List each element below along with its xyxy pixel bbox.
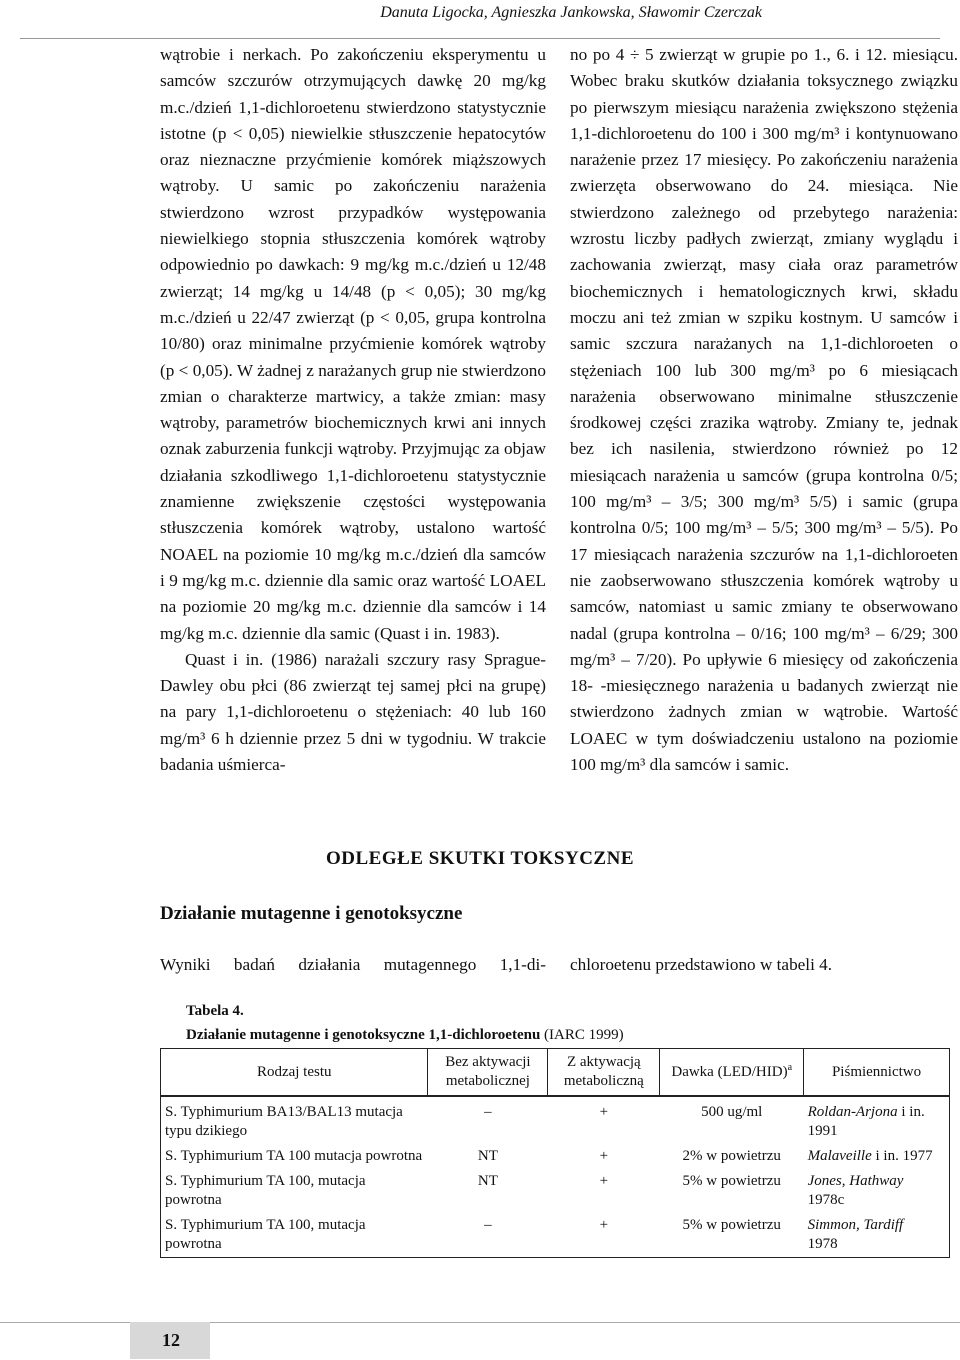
cell-reference: Malaveille i in. 1977 (807, 1148, 933, 1164)
intro-text-right: chloroetenu przedstawiono w tabeli 4. (570, 955, 833, 974)
cell-with-activation: + (599, 1104, 609, 1120)
table-caption: Tabela 4. (186, 1003, 244, 1019)
cell-without-activation: NT (477, 1173, 498, 1189)
cell-dose: 500 ug/ml (701, 1104, 763, 1120)
cell-reference: Roldan-Arjona i in. 1991 (807, 1104, 925, 1139)
left-paragraph-2: Quast i in. (1986) narażali szczury rasy Sprague-Dawley obu płci (86 zwierząt tej samej płci na grupę) na pary 1,1-dichloroetenu o stężeniach: 40 lub 160 mg/m³ 6 h dziennie przez 5 dni w tygodniu. W trakcie badania uśmierca- (160, 649, 546, 775)
cell-with-activation: + (599, 1148, 609, 1164)
header-without-activation: Bez aktywacji metabolicznej (428, 1049, 548, 1097)
header-with-activation: Z aktywacją metaboliczną (548, 1049, 660, 1097)
header-dose: Dawka $(LED/HID)^a$ (660, 1049, 804, 1097)
subsection-title: Działanie mutagenne i genotoksyczne (160, 903, 463, 924)
table-row (161, 1213, 950, 1258)
cell-without-activation: NT (477, 1148, 498, 1164)
table-row (161, 1169, 950, 1213)
cell-without-activation: – (484, 1104, 492, 1120)
page-number: 12 (162, 1330, 180, 1350)
cell-test-type: S. Typhimurium TA 100 mutacja powrotna (165, 1148, 423, 1164)
intro-text-left: Wyniki badań działania mutagennego 1,1-di- (160, 955, 546, 974)
table-row (161, 1144, 950, 1169)
cell-reference: Jones, Hathway 1978c (807, 1173, 904, 1208)
left-paragraph-1: wątrobie i nerkach. Po zakończeniu eksperymentu u samców szczurów otrzymujących dawkę 20 mg/kg m.c./dzień 1,1-dichloroetenu stwierdzono statystycznie istotne (p < 0,05) niewielkie stłuszczenie hepatocytów oraz nieznaczne przyćmienie komórek miąższowych wątroby. U samic po zakończeniu narażenia stwierdzono wzrost przypadków występowania niewielkiego stopnia stłuszczenia komórek wątroby odpowiednio po dawkach: 9 mg/kg m.c./dzień u 12/48 zwierząt; 14 mg/kg u 14/48 (p < 0,05); 30 mg/kg m.c./dzień u 22/47 zwierząt (p < 0,05, grupa kontrolna 10/80) oraz minimalne przyćmienie komórek wątroby (p < 0,05). W żadnej z narażanych grup nie stwierdzono zmian o charakterze martwicy, a także zmian: masy wątroby, parametrów biochemicznych krwi ani innych oznak zaburzenia funkcji wątroby. Przyjmując za objaw działania szkodliwego 1,1-dichloroetenu statystycznie znamienne zwiększenie częstości występowania stłuszczenia komórek wątroby, ustalono wartość NOAEL na poziomie 10 mg/kg m.c./dzień dla samców i 9 mg/kg m.c. dziennie dla samic oraz wartość LOAEL na poziomie 20 mg/kg m.c. dziennie dla samców i 14 mg/kg m.c. dziennie dla samic (Quast i in. 1983). (160, 45, 546, 643)
header-references: Piśmiennictwo (804, 1049, 950, 1097)
cell-test-type: S. Typhimurium TA 100, mutacja powrotna (165, 1217, 366, 1252)
header-test-type: Rodzaj testu (161, 1049, 428, 1097)
table-header-row (161, 1049, 950, 1097)
cell-with-activation: + (599, 1217, 609, 1233)
right-column (570, 42, 958, 778)
cell-reference: Simmon, Tardiff 1978 (807, 1217, 904, 1252)
table-row (161, 1096, 950, 1144)
cell-dose: 5% w powietrzu (682, 1217, 781, 1233)
cell-test-type: S. Typhimurium BA13/BAL13 mutacja typu dzikiego (165, 1104, 403, 1139)
table-title-ref: (IARC 1999) (544, 1027, 624, 1043)
cell-dose: 5% w powietrzu (682, 1173, 781, 1189)
cell-dose: 2% w powietrzu (682, 1148, 781, 1164)
section-title: ODLEGŁE SKUTKI TOKSYCZNE (325, 848, 634, 869)
right-paragraph-1: no po 4 ÷ 5 zwierząt w grupie po 1., 6. i 12. miesiącu. Wobec braku skutków działania toksycznego związku po pierwszym miesiącu narażenia zwiększono stężenia 1,1-dichloroetenu do 100 i 300 mg/m³ i kontynuowano narażenie przez 17 miesięcy. Po zakończeniu narażenia zwierzęta obserwowano do 24. miesiąca. Nie stwierdzono zależnego od przebytego narażenia: wzrostu liczby padłych zwierząt, zmiany wyglądu i zachowania zwierząt, masy ciała oraz parametrów biochemicznych i hematologicznych krwi, składu moczu ani też zmian w szpiku kostnym. U samców i samic szczura narażanych na 1,1-dichloroeten o stężeniach 100 lub 300 mg/m³ po 6 miesiącach narażenia obserwowano minimalne stłuszczenie środkowej części zrazika wątroby. Zmiany te, jednak bez ich nasilenia, stwierdzono również po 12 miesiącach narażenia u samców (grupa kontrolna 0/5; 100 mg/m³ – 3/5; 300 mg/m³ 5/5) i samic (grupa kontrolna 0/5; 100 mg/m³ – 5/5; 300 mg/m³ – 5/5). Po 17 miesiącach narażenia szczurów na 1,1-dichloroeten nie zaobserwowano stłuszczenia komórek wątroby u samców, natomiast u samic zmiany te obserwowano nadal (grupa kontrolna – 0/16; 100 mg/m³ – 6/29; 300 mg/m³ – 7/20). Po upływie 6 miesięcy od zakończenia 18- -miesięcznego narażenia u badanych zwierząt nie stwierdzono żadnych zmian w wątrobie. Wartość LOAEC w tym doświadczeniu ustalono na poziomie 100 mg/m³ dla samców i samic. (570, 45, 958, 775)
running-header (20, 0, 940, 39)
cell-test-type: S. Typhimurium TA 100, mutacja powrotna (165, 1173, 366, 1208)
header-authors: Danuta Ligocka, Agnieszka Jankowska, Sławomir Czerczak (380, 4, 762, 21)
table-title-main: Działanie mutagenne i genotoksyczne 1,1-dichloroetenu (186, 1027, 541, 1043)
table-title (186, 1027, 624, 1044)
cell-without-activation: – (484, 1217, 492, 1233)
left-column (160, 42, 546, 778)
mutagenicity-table (160, 1048, 950, 1258)
cell-with-activation: + (599, 1173, 609, 1189)
